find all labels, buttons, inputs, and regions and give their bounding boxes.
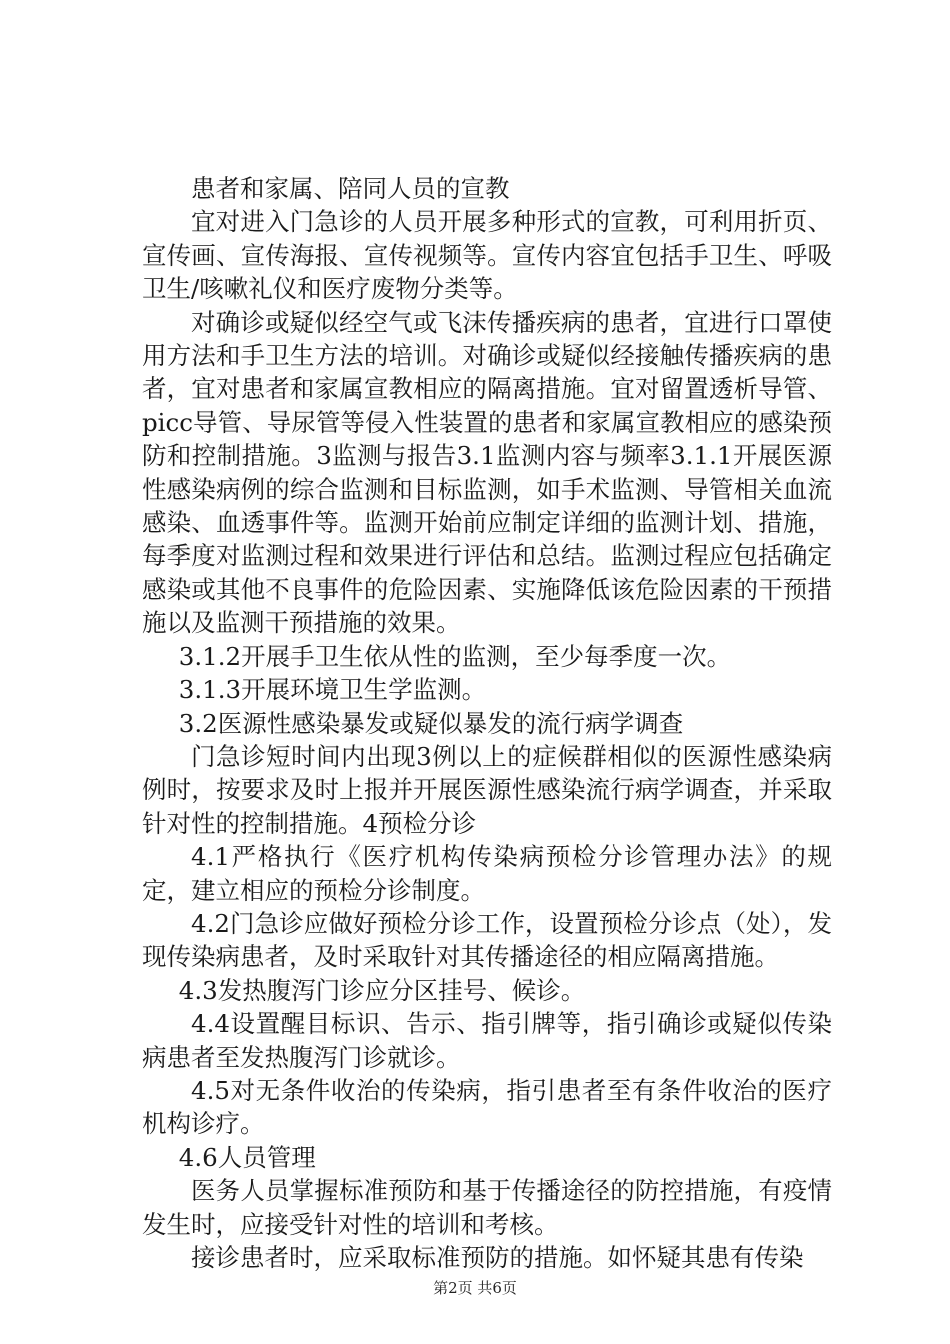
paragraph-signage: 4.4设置醒目标识、告示、指引牌等，指引确诊或疑似传染病患者至发热腹泻门诊就诊。: [142, 1009, 832, 1072]
paragraph-mask-training-and-monitoring: 对确诊或疑似经空气或飞沫传播疾病的患者，宜进行口罩使用方法和手卫生方法的培训。对确诊或疑似经接触传播疾病的患者，宜对患者和家属宣教相应的隔离措施。宜对留置透析导管、picc导管、导尿管等侵入性装置的患者和家属宣教相应的感染预防和控制措施。3监测与报告3.1监测内容与频率3.1.1开展医源性感染病例的综合监测和目标监测，如手术监测、导管相关血流感染、血透事件等。监测开始前应制定详细的监测计划、措施，每季度对监测过程和效果进行评估和总结。监测过程应包括确定感染或其他不良事件的危险因素、实施降低该危险因素的干预措施以及监测干预措施的效果。: [142, 307, 832, 638]
paragraph-outbreak-investigation-heading: 3.2医源性感染暴发或疑似暴发的流行病学调查: [178, 708, 684, 738]
document-body: [142, 172, 832, 1274]
paragraph-hand-hygiene-monitoring: 3.1.2开展手卫生依从性的监测，至少每季度一次。: [178, 641, 732, 671]
paragraph-environment-monitoring: 3.1.3开展环境卫生学监测。: [178, 675, 487, 705]
paragraph-triage-rules: 4.1严格执行《医疗机构传染病预检分诊管理办法》的规定，建立相应的预检分诊制度。: [142, 842, 832, 905]
paragraph-staff-management-heading: 4.6人员管理: [178, 1142, 316, 1172]
paragraph-fever-clinic-registration: 4.3发热腹泻门诊应分区挂号、候诊。: [178, 975, 586, 1005]
page-footer: 第2页 共6页: [433, 1279, 517, 1297]
paragraph-triage-points: 4.2门急诊应做好预检分诊工作，设置预检分诊点（处），发现传染病患者，及时采取针对其传播途径的相应隔离措施。: [142, 908, 832, 972]
paragraph-education-forms: 宜对进入门急诊的人员开展多种形式的宣教，可利用折页、宣传画、宣传海报、宣传视频等。宣传内容宜包括手卫生、呼吸卫生/咳嗽礼仪和医疗废物分类等。: [142, 207, 832, 304]
paragraph-staff-training: 医务人员掌握标准预防和基于传播途径的防控措施，有疫情发生时，应接受针对性的培训和考核。: [142, 1176, 832, 1239]
paragraph-referral: 4.5对无条件收治的传染病，指引患者至有条件收治的医疗机构诊疗。: [142, 1075, 832, 1139]
paragraph-outbreak-investigation: 门急诊短时间内出现3例以上的症候群相似的医源性感染病例时，按要求及时上报并开展医源性感染流行病学调查，并采取针对性的控制措施。4预检分诊: [142, 741, 832, 838]
paragraph-education-heading: 患者和家属、陪同人员的宣教: [191, 174, 510, 203]
paragraph-standard-precautions: 接诊患者时，应采取标准预防的措施。如怀疑其患有传染: [191, 1243, 804, 1272]
